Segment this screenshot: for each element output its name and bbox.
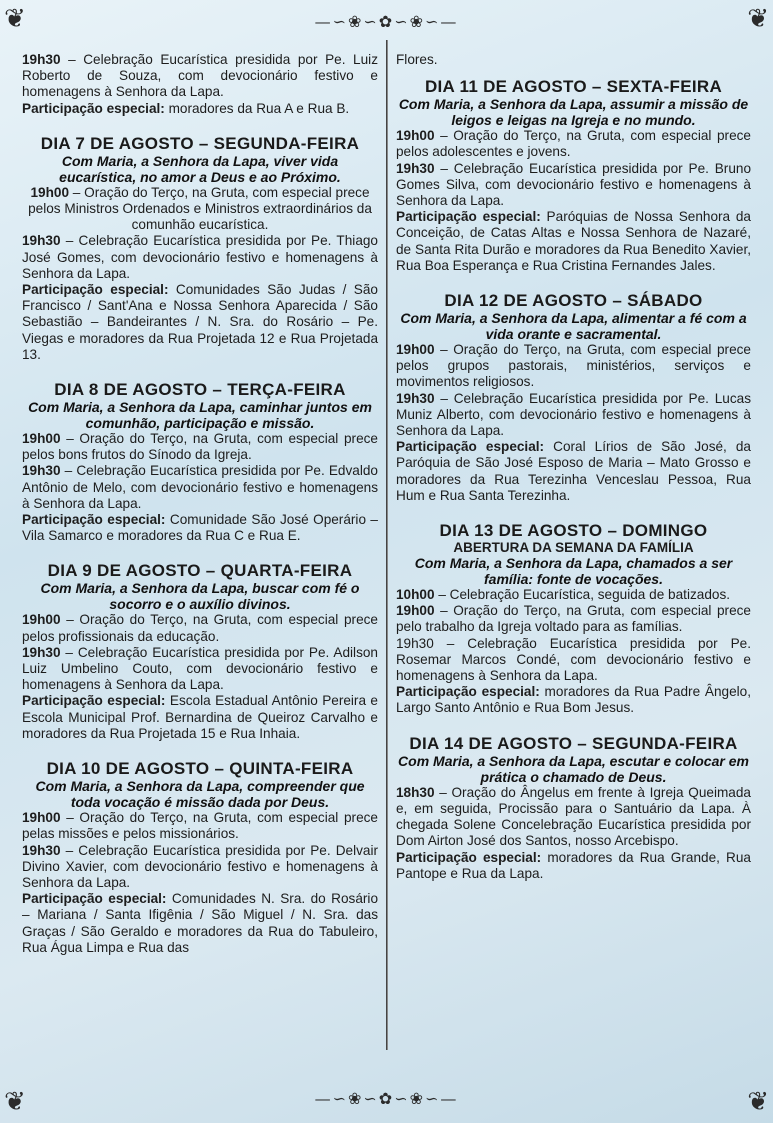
special-participation (396, 850, 751, 882)
entry-time: 19h00 (22, 612, 61, 628)
schedule-entry (396, 785, 751, 850)
day-block-aug-8 (22, 381, 378, 544)
day-title: DIA 14 DE AGOSTO – SEGUNDA-FEIRA (409, 733, 738, 753)
entry-time: 19h00 (396, 128, 435, 144)
special-participation (396, 209, 751, 274)
entry-time: 19h30 (22, 233, 61, 249)
entry-text: – Oração do Terço, na Gruta, com especial prece pelas missões e pelos missionários. (22, 810, 378, 842)
corner-ornament-icon: ❦ (747, 4, 769, 34)
schedule-entry (22, 843, 378, 892)
day-title: DIA 11 DE AGOSTO – SEXTA-FEIRA (424, 77, 723, 97)
continued-text: Flores. (396, 52, 438, 67)
entry-text: – Oração do Terço, na Gruta, com especial prece pelos bons frutos do Sínodo da Igreja. (22, 431, 378, 463)
entry-text: Comunidade São José Operário – Vila Samarco e moradores da Rua C e Rua E. (22, 512, 378, 544)
schedule-entry (396, 128, 751, 160)
entry-text: moradores da Rua A e Rua B. (164, 100, 350, 116)
day-block-aug-13 (396, 522, 751, 717)
special-participation (22, 101, 378, 117)
entry-time: 19h00 (396, 603, 435, 619)
day-subtitle: ABERTURA DA SEMANA DA FAMÍLIA (453, 540, 694, 556)
entry-time: 18h30 (396, 784, 435, 800)
right-column (396, 52, 751, 900)
entry-time: 19h00 (30, 184, 70, 200)
schedule-entry (22, 52, 378, 101)
day-theme: Com Maria, a Senhora da Lapa, assumir a missão de leigos e leigas na Igreja e no mundo. (398, 96, 749, 129)
day-theme: Com Maria, a Senhora da Lapa, escutar e colocar em prática o chamado de Deus. (398, 752, 749, 785)
day-block-aug-9 (22, 562, 378, 742)
entry-label: Participação especial: (396, 849, 542, 865)
special-participation (22, 282, 378, 363)
entry-text: – Celebração Eucarística presidida por Pe. Bruno Gomes Silva, com devocionário festivo e homenagens à Senhora da Lapa. (396, 160, 751, 209)
entry-time: 19h30 (22, 52, 61, 67)
entry-label: Participação especial: (22, 891, 167, 907)
schedule-entry (22, 810, 378, 842)
schedule-entry (22, 463, 378, 512)
schedule-entry (22, 612, 378, 644)
entry-text: – Oração do Terço, na Gruta, com especial prece pelos adolescentes e jovens. (396, 128, 751, 160)
special-participation (396, 684, 751, 716)
entry-time: 19h30 (396, 390, 435, 406)
bottom-flourish-icon: —∽❀∽✿∽❀∽— (314, 1089, 459, 1108)
entry-label: Participação especial: (396, 209, 541, 225)
entry-text: Comunidades N. Sra. do Rosário – Mariana / Santa Ifigênia / São Miguel / N. Sra. das Graças / São Geraldo e moradores da Rua do Tabuleiro, Rua Água Limpa e Rua das (22, 891, 378, 955)
entry-time: 19h30 (396, 160, 435, 176)
day-theme: Com Maria, a Senhora da Lapa, caminhar juntos em comunhão, participação e missão. (28, 399, 372, 432)
day-title: DIA 8 DE AGOSTO – TERÇA-FEIRA (54, 380, 346, 400)
day-title: DIA 13 DE AGOSTO – DOMINGO (439, 521, 708, 541)
entry-time: 19h30 (22, 842, 61, 858)
column-divider (386, 40, 388, 1050)
schedule-entry (22, 431, 378, 463)
entry-label: Participação especial: (22, 100, 165, 116)
entry-text: – Oração do Terço, na Gruta, com especial prece pelos profissionais da educação. (22, 612, 378, 644)
entry-text: – Oração do Ângelus em frente à Igreja Queimada e, em seguida, Procissão para o Santuário da Lapa. À chegada Solene Concelebração Eucarística presidida por Dom Airton José dos Santos, nosso Arcebispo. (396, 784, 751, 849)
schedule-entry (396, 342, 751, 391)
day-theme: Com Maria, a Senhora da Lapa, viver vida eucarística, no amor a Deus e ao Próximo. (59, 152, 341, 185)
special-participation (396, 439, 751, 504)
schedule-entry: 19h30 – Celebração Eucarística presidida por Pe. Rosemar Marcos Condé, com devocionário festivo e homenagens à Senhora da Lapa. (396, 635, 751, 684)
schedule-entry (396, 603, 751, 635)
entry-text: – Celebração Eucarística presidida por Pe. Lucas Muniz Alberto, com devocionário festivo e homenagens à Senhora da Lapa. (396, 390, 751, 439)
schedule-entry (22, 185, 378, 234)
special-participation (22, 693, 378, 742)
day-block-continued (22, 52, 378, 117)
day-title: DIA 7 DE AGOSTO – SEGUNDA-FEIRA (40, 133, 360, 153)
day-block-aug-10 (22, 760, 378, 956)
entry-time: 19h30 (22, 644, 61, 660)
day-theme: Com Maria, a Senhora da Lapa, alimentar a fé com a vida orante e sacramental. (400, 310, 747, 343)
entry-text: – Celebração Eucarística presidida por Pe. Delvair Divino Xavier, com devocionário festivo e homenagens à Senhora da Lapa. (22, 842, 378, 890)
entry-text: – Oração do Terço, na Gruta, com especial prece pelos grupos pastorais, ministérios, serviços e movimentos religiosos. (396, 342, 751, 390)
entry-time: 19h00 (22, 431, 61, 447)
entry-text: – Celebração Eucarística presidida por Pe. Adilson Luiz Umbelino Couto, com devocionário festivo e homenagens à Senhora da Lapa. (22, 644, 378, 693)
entry-label: Participação especial: (22, 693, 166, 709)
schedule-entry (22, 645, 378, 694)
corner-ornament-icon: ❦ (4, 1087, 26, 1117)
day-block-aug-12 (396, 292, 751, 504)
special-participation (22, 891, 378, 956)
entry-label: Participação especial: (396, 684, 540, 700)
day-block-aug-7 (22, 135, 378, 363)
entry-text: Comunidades São Judas / São Francisco / Sant'Ana e Nossa Senhora Aparecida / São Sebastião – Bandeirantes / N. Sra. do Rosário – Pe. Viegas e moradores da Rua Projetada 12 e Rua Projetada 13. (22, 282, 378, 362)
entry-label: Participação especial: (22, 512, 166, 528)
entry-text: moradores da Rua Padre Ângelo, Largo Santo Antônio e Rua Bom Jesus. (396, 684, 752, 716)
schedule-entry (22, 233, 378, 282)
special-participation (22, 512, 378, 544)
entry-text: – Celebração Eucarística presidida por Pe. Thiago José Gomes, com devocionário festivo e homenagens à Senhora da Lapa. (22, 233, 378, 281)
entry-label: Participação especial: (22, 282, 169, 298)
entry-time: 10h00 (396, 587, 435, 603)
day-title: DIA 9 DE AGOSTO – QUARTA-FEIRA (47, 561, 353, 581)
corner-ornament-icon: ❦ (4, 4, 26, 34)
top-flourish-icon: —∽❀∽✿∽❀∽— (314, 12, 459, 31)
schedule-entry (396, 161, 751, 210)
day-theme: Com Maria, a Senhora da Lapa, chamados a ser família: fonte de vocações. (414, 555, 733, 588)
entry-text: Escola Estadual Antônio Pereira e Escola Municipal Prof. Bernardina de Queiroz Carvalho e moradores da Rua Projetada 15 e Rua Inhaia. (22, 693, 378, 741)
day-theme: Com Maria, a Senhora da Lapa, buscar com fé o socorro e o auxílio divinos. (40, 580, 360, 613)
entry-text: – Oração do Terço, na Gruta, com especial prece pelos Ministros Ordenados e Ministros extraordinários da comunhão eucarística. (28, 184, 372, 233)
corner-ornament-icon: ❦ (747, 1087, 769, 1117)
day-theme: Com Maria, a Senhora da Lapa, compreender que toda vocação é missão dada por Deus. (35, 778, 365, 811)
entry-text: – Celebração Eucarística, seguida de batizados. (434, 587, 731, 603)
entry-text: moradores da Rua Grande, Rua Pantope e Rua da Lapa. (396, 849, 751, 881)
schedule-entry (396, 587, 751, 603)
schedule-entry (396, 391, 751, 440)
entry-text: – Oração do Terço, na Gruta, com especial prece pelo trabalho da Igreja voltado para as famílias. (396, 603, 751, 635)
entry-time: 19h30 (22, 463, 61, 479)
entry-text: – Celebração Eucarística presidida por Pe. Edvaldo Antônio de Melo, com devocionário festivo e homenagens à Senhora da Lapa. (22, 463, 378, 511)
day-block-aug-11 (396, 78, 751, 274)
day-block-aug-14 (396, 735, 751, 882)
entry-label: Participação especial: (396, 439, 545, 455)
entry-time: 19h00 (22, 810, 61, 826)
day-title: DIA 12 DE AGOSTO – SÁBADO (444, 291, 703, 311)
day-title: DIA 10 DE AGOSTO – QUINTA-FEIRA (46, 759, 354, 779)
day-block-continued (396, 52, 751, 68)
entry-text: – Celebração Eucarística presidida por Pe. Luiz Roberto de Souza, com devocionário festivo e homenagens à Senhora da Lapa. (22, 52, 378, 100)
entry-time: 19h00 (396, 342, 435, 358)
entry-text: Coral Lírios de São José, da Paróquia de São José Esposo de Maria – Mato Grosso e moradores da Rua Terezinha Venceslau Pessoa, Rua Hum e Rua Santa Terezinha. (396, 439, 751, 503)
left-column (22, 52, 378, 974)
entry-text: Paróquias de Nossa Senhora da Conceição, de Catas Altas e Nossa Senhora de Nazaré, de Santa Rita Durão e moradores da Rua Benedito Xavier, Rua Boa Esperança e Rua Cristina Fernandes Jales. (396, 209, 751, 273)
